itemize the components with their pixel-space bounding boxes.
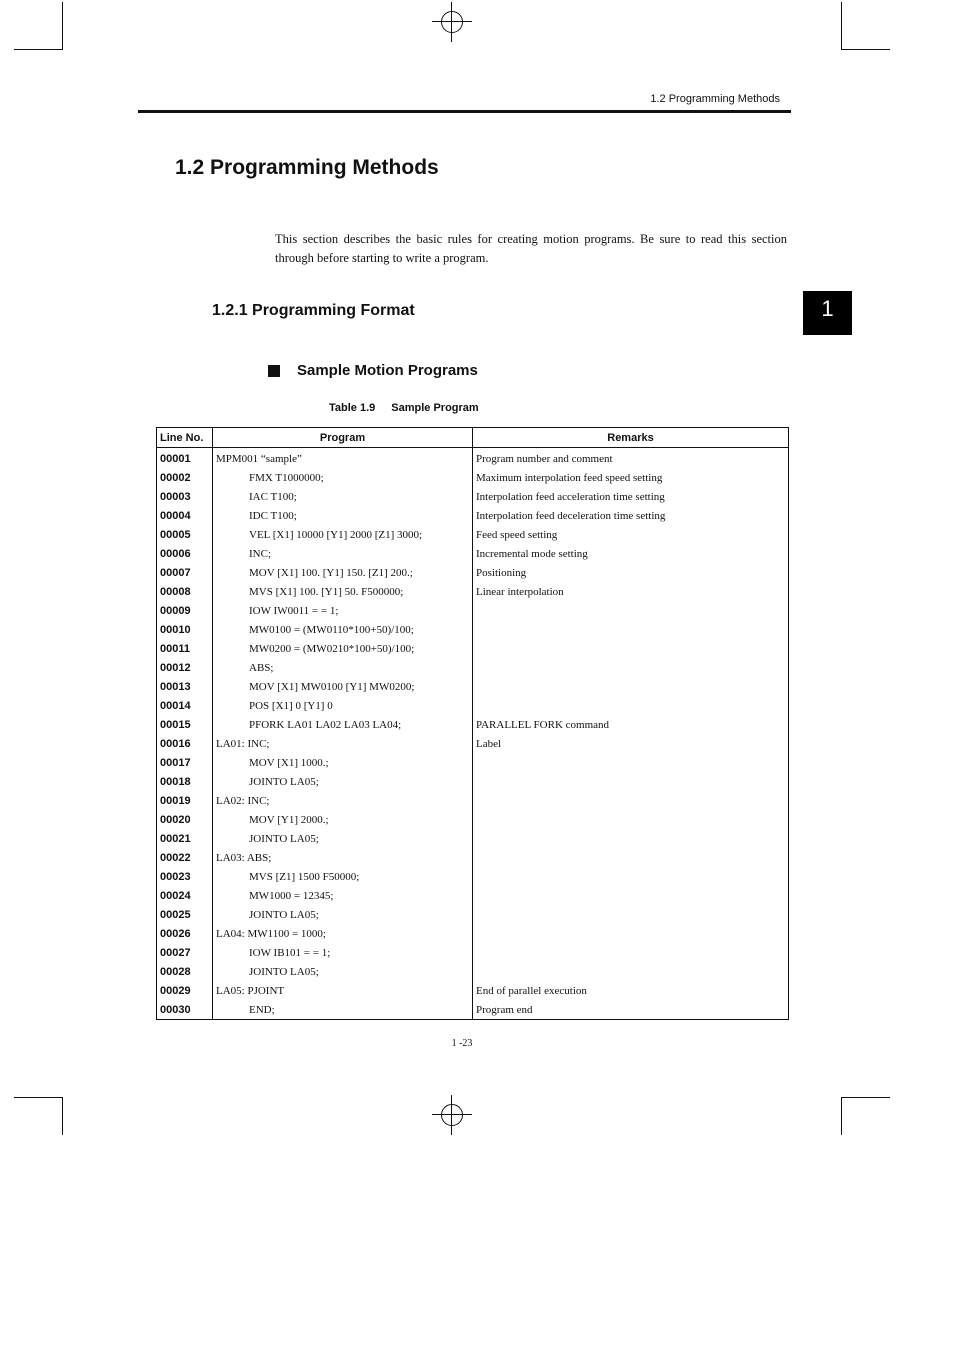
table-row bbox=[157, 696, 789, 715]
line-number: 00004 bbox=[157, 506, 213, 525]
crop-mark bbox=[14, 49, 63, 50]
remark-cell bbox=[473, 791, 789, 810]
subsubsection-title-text: Sample Motion Programs bbox=[297, 362, 478, 379]
table-row bbox=[157, 905, 789, 924]
column-header-remarks: Remarks bbox=[473, 428, 789, 448]
running-head: 1.2 Programming Methods bbox=[650, 93, 780, 105]
table-row bbox=[157, 487, 789, 506]
program-code: POS [X1] 0 [Y1] 0 bbox=[249, 699, 333, 712]
line-number: 00026 bbox=[157, 924, 213, 943]
table-row bbox=[157, 544, 789, 563]
program-cell bbox=[213, 810, 473, 829]
line-number: 00017 bbox=[157, 753, 213, 772]
line-number: 00024 bbox=[157, 886, 213, 905]
program-label: LA03: ABS; bbox=[216, 851, 272, 864]
program-cell bbox=[213, 981, 473, 1000]
table-row bbox=[157, 886, 789, 905]
table-row bbox=[157, 924, 789, 943]
table-row bbox=[157, 677, 789, 696]
program-cell bbox=[213, 924, 473, 943]
line-number: 00028 bbox=[157, 962, 213, 981]
header-rule bbox=[138, 110, 791, 113]
program-code: JOINTO LA05; bbox=[249, 965, 319, 978]
program-code: MW0200 = (MW0210*100+50)/100; bbox=[249, 642, 415, 655]
table-row bbox=[157, 639, 789, 658]
chapter-tab: 1 bbox=[803, 291, 852, 335]
table-row bbox=[157, 734, 789, 753]
line-number: 00012 bbox=[157, 658, 213, 677]
program-cell bbox=[213, 468, 473, 487]
line-number: 00020 bbox=[157, 810, 213, 829]
program-cell bbox=[213, 487, 473, 506]
remark-cell bbox=[473, 943, 789, 962]
line-number: 00022 bbox=[157, 848, 213, 867]
remark-cell bbox=[473, 867, 789, 886]
program-code: MOV [Y1] 2000.; bbox=[249, 813, 329, 826]
line-number: 00014 bbox=[157, 696, 213, 715]
table-row bbox=[157, 943, 789, 962]
program-code: END; bbox=[249, 1003, 275, 1016]
program-code: JOINTO LA05; bbox=[249, 775, 319, 788]
table-caption-number: Table 1.9 bbox=[329, 402, 376, 414]
program-cell bbox=[213, 506, 473, 525]
program-code: MOV [X1] 100. [Y1] 150. [Z1] 200.; bbox=[249, 566, 413, 579]
line-number: 00006 bbox=[157, 544, 213, 563]
table-row bbox=[157, 810, 789, 829]
line-number: 00025 bbox=[157, 905, 213, 924]
column-header-line-no: Line No. bbox=[157, 428, 213, 448]
remark-cell bbox=[473, 810, 789, 829]
program-label: LA04: MW1100 = 1000; bbox=[216, 927, 326, 940]
table-row bbox=[157, 448, 789, 469]
remark-cell bbox=[473, 696, 789, 715]
program-code: INC; bbox=[249, 547, 271, 560]
page-number: 1 -23 bbox=[451, 1038, 473, 1049]
program-cell bbox=[213, 734, 473, 753]
program-cell bbox=[213, 525, 473, 544]
table-row bbox=[157, 620, 789, 639]
table-row bbox=[157, 981, 789, 1000]
remark-cell bbox=[473, 924, 789, 943]
program-cell bbox=[213, 753, 473, 772]
table-header-row bbox=[157, 428, 789, 448]
program-cell bbox=[213, 905, 473, 924]
remark-cell bbox=[473, 639, 789, 658]
remark-cell: Program end bbox=[473, 1000, 789, 1020]
program-cell bbox=[213, 867, 473, 886]
program-cell bbox=[213, 848, 473, 867]
program-cell bbox=[213, 696, 473, 715]
line-number: 00018 bbox=[157, 772, 213, 791]
remark-cell: Interpolation feed deceleration time setting bbox=[473, 506, 789, 525]
remark-cell bbox=[473, 962, 789, 981]
program-code: JOINTO LA05; bbox=[249, 832, 319, 845]
program-code: PFORK LA01 LA02 LA03 LA04; bbox=[249, 718, 402, 731]
program-cell bbox=[213, 601, 473, 620]
table-row bbox=[157, 601, 789, 620]
remark-cell: Program number and comment bbox=[473, 448, 789, 469]
table-row bbox=[157, 715, 789, 734]
remark-cell bbox=[473, 658, 789, 677]
table-row bbox=[157, 658, 789, 677]
program-code: MW0100 = (MW0110*100+50)/100; bbox=[249, 623, 414, 636]
program-cell bbox=[213, 962, 473, 981]
line-number: 00016 bbox=[157, 734, 213, 753]
table-row bbox=[157, 772, 789, 791]
program-cell bbox=[213, 715, 473, 734]
line-number: 00003 bbox=[157, 487, 213, 506]
remark-cell bbox=[473, 772, 789, 791]
remark-cell bbox=[473, 905, 789, 924]
program-code: MVS [X1] 100. [Y1] 50. F500000; bbox=[249, 585, 404, 598]
crop-mark bbox=[14, 1097, 63, 1098]
subsection-title: 1.2.1 Programming Format bbox=[212, 302, 415, 319]
remark-cell bbox=[473, 753, 789, 772]
program-cell bbox=[213, 791, 473, 810]
crop-mark bbox=[62, 2, 63, 50]
program-code: MVS [Z1] 1500 F50000; bbox=[249, 870, 360, 883]
remark-cell: End of parallel execution bbox=[473, 981, 789, 1000]
crop-mark bbox=[841, 2, 842, 50]
table-row bbox=[157, 506, 789, 525]
remark-cell: Positioning bbox=[473, 563, 789, 582]
program-label: LA02: INC; bbox=[216, 794, 270, 807]
remark-cell: Maximum interpolation feed speed setting bbox=[473, 468, 789, 487]
registration-mark-icon bbox=[432, 1095, 472, 1135]
table-row bbox=[157, 962, 789, 981]
program-cell bbox=[213, 639, 473, 658]
table-row bbox=[157, 582, 789, 601]
line-number: 00009 bbox=[157, 601, 213, 620]
program-code: MOV [X1] 1000.; bbox=[249, 756, 329, 769]
crop-mark bbox=[841, 1097, 890, 1098]
table-row bbox=[157, 829, 789, 848]
table-row bbox=[157, 867, 789, 886]
table-row bbox=[157, 525, 789, 544]
crop-mark bbox=[841, 1097, 842, 1135]
table-caption-title: Sample Program bbox=[391, 402, 479, 414]
sample-program-table bbox=[156, 427, 789, 1020]
program-cell bbox=[213, 943, 473, 962]
remark-cell: Label bbox=[473, 734, 789, 753]
subsubsection-title bbox=[268, 362, 478, 379]
column-header-program: Program bbox=[213, 428, 473, 448]
table-caption bbox=[329, 402, 479, 414]
table-row bbox=[157, 848, 789, 867]
remark-cell: Feed speed setting bbox=[473, 525, 789, 544]
line-number: 00013 bbox=[157, 677, 213, 696]
line-number: 00030 bbox=[157, 1000, 213, 1020]
line-number: 00011 bbox=[157, 639, 213, 658]
remark-cell bbox=[473, 848, 789, 867]
remark-cell bbox=[473, 829, 789, 848]
program-cell bbox=[213, 829, 473, 848]
line-number: 00010 bbox=[157, 620, 213, 639]
table-row bbox=[157, 563, 789, 582]
line-number: 00007 bbox=[157, 563, 213, 582]
remark-cell: Linear interpolation bbox=[473, 582, 789, 601]
program-cell bbox=[213, 448, 473, 469]
table-row bbox=[157, 1000, 789, 1020]
remark-cell bbox=[473, 620, 789, 639]
line-number: 00029 bbox=[157, 981, 213, 1000]
program-label: LA05: PJOINT bbox=[216, 984, 285, 997]
program-cell bbox=[213, 677, 473, 696]
crop-mark bbox=[62, 1097, 63, 1135]
table-row bbox=[157, 753, 789, 772]
program-label: MPM001 “sample” bbox=[216, 452, 302, 465]
program-cell bbox=[213, 1000, 473, 1020]
remark-cell bbox=[473, 677, 789, 696]
intro-paragraph: This section describes the basic rules for creating motion programs. Be sure to read this section through before starting to write a program. bbox=[275, 232, 787, 265]
program-code: IOW IB101 = = 1; bbox=[249, 946, 331, 959]
crop-mark bbox=[841, 49, 890, 50]
program-code: IOW IW0011 = = 1; bbox=[249, 604, 339, 617]
remark-cell: Interpolation feed acceleration time setting bbox=[473, 487, 789, 506]
program-cell bbox=[213, 886, 473, 905]
line-number: 00019 bbox=[157, 791, 213, 810]
program-cell bbox=[213, 544, 473, 563]
remark-cell: Incremental mode setting bbox=[473, 544, 789, 563]
line-number: 00008 bbox=[157, 582, 213, 601]
program-code: IDC T100; bbox=[249, 509, 297, 522]
table-row bbox=[157, 791, 789, 810]
program-cell bbox=[213, 563, 473, 582]
section-title: 1.2 Programming Methods bbox=[175, 156, 439, 179]
program-code: IAC T100; bbox=[249, 490, 297, 503]
program-cell bbox=[213, 658, 473, 677]
line-number: 00021 bbox=[157, 829, 213, 848]
table-row bbox=[157, 468, 789, 487]
line-number: 00023 bbox=[157, 867, 213, 886]
program-code: MOV [X1] MW0100 [Y1] MW0200; bbox=[249, 680, 415, 693]
line-number: 00001 bbox=[157, 448, 213, 469]
remark-cell bbox=[473, 601, 789, 620]
remark-cell: PARALLEL FORK command bbox=[473, 715, 789, 734]
line-number: 00002 bbox=[157, 468, 213, 487]
line-number: 00027 bbox=[157, 943, 213, 962]
program-code: FMX T1000000; bbox=[249, 471, 324, 484]
program-label: LA01: INC; bbox=[216, 737, 270, 750]
program-cell bbox=[213, 772, 473, 791]
square-bullet-icon bbox=[268, 365, 280, 377]
line-number: 00005 bbox=[157, 525, 213, 544]
program-code: VEL [X1] 10000 [Y1] 2000 [Z1] 3000; bbox=[249, 528, 423, 541]
program-code: MW1000 = 12345; bbox=[249, 889, 334, 902]
program-cell bbox=[213, 620, 473, 639]
program-code: ABS; bbox=[249, 661, 274, 674]
program-cell bbox=[213, 582, 473, 601]
remark-cell bbox=[473, 886, 789, 905]
line-number: 00015 bbox=[157, 715, 213, 734]
registration-mark-icon bbox=[432, 2, 472, 42]
program-code: JOINTO LA05; bbox=[249, 908, 319, 921]
